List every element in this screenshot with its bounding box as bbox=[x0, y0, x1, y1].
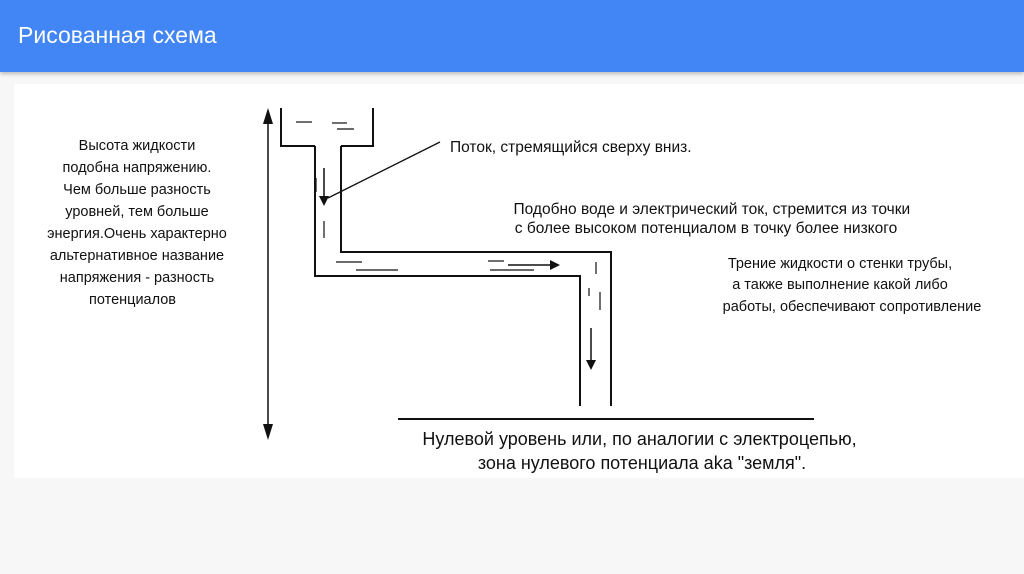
flow-arrows bbox=[324, 168, 591, 368]
flow-label: Поток, стремящийся сверху вниз. bbox=[450, 139, 692, 156]
analogy-text bbox=[514, 201, 915, 237]
height-arrow bbox=[263, 108, 273, 440]
analogy-text-line: Подобно воде и электрический ток, стремится из точки bbox=[513, 201, 911, 218]
flow-label-leader bbox=[328, 142, 440, 198]
height-explanation-line: уровней, тем больше bbox=[65, 204, 209, 220]
height-explanation-line: подобна напряжению. bbox=[62, 160, 212, 176]
analogy-text-line: с более высоком потенциалом в точку более низкого bbox=[514, 220, 898, 237]
water-analogy-diagram bbox=[14, 84, 1024, 478]
height-explanation-line: энергия.Очень характерно bbox=[47, 226, 227, 242]
slide-header bbox=[0, 0, 1024, 72]
friction-text bbox=[723, 256, 982, 315]
friction-text-line: работы, обеспечивают сопротивление bbox=[722, 299, 982, 315]
friction-text-line: а также выполнение какой либо bbox=[732, 277, 948, 293]
diagram-panel bbox=[14, 84, 1024, 478]
height-explanation bbox=[47, 138, 231, 308]
ground-text-line: зона нулевого потенциала aka "земля". bbox=[477, 453, 807, 473]
height-explanation-line: Высота жидкости bbox=[78, 138, 196, 154]
height-explanation-line: Чем больше разность bbox=[63, 182, 211, 198]
height-explanation-line: потенциалов bbox=[89, 292, 177, 308]
ground-text bbox=[422, 429, 861, 473]
height-explanation-line: напряжения - разность bbox=[59, 270, 215, 286]
ground-text-line: Нулевой уровень или, по аналогии с электроцепью, bbox=[422, 429, 857, 449]
slide-title: Рисованная схема bbox=[18, 22, 217, 48]
friction-text-line: Трение жидкости о стенки трубы, bbox=[727, 256, 953, 272]
height-explanation-line: альтернативное название bbox=[49, 248, 225, 264]
